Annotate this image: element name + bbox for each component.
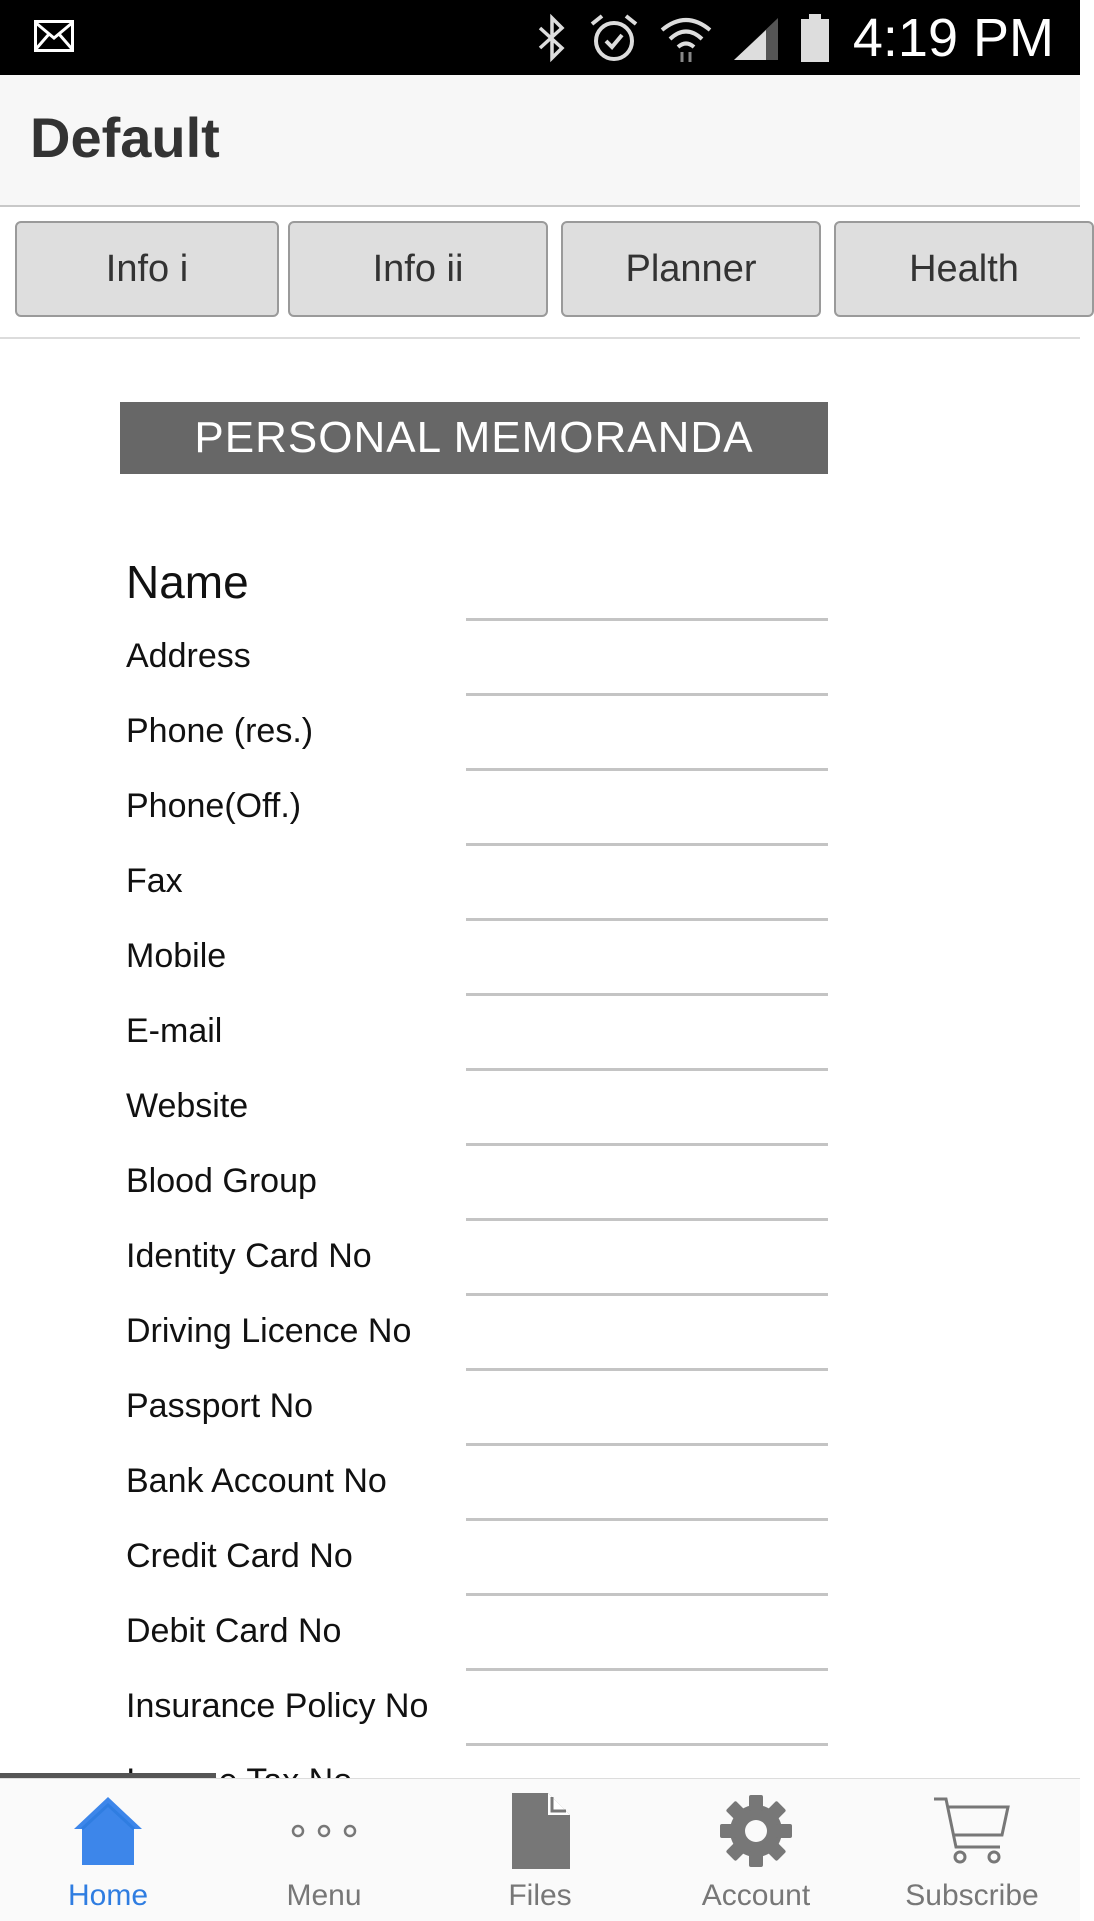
status-icons (534, 10, 830, 66)
field-credit-card (126, 1521, 856, 1596)
nav-home[interactable] (0, 1779, 216, 1921)
field-label: Website (126, 1087, 249, 1125)
more-dots-icon (284, 1791, 364, 1871)
nav-label: Menu (286, 1879, 362, 1912)
field-label: Insurance Policy No (126, 1687, 429, 1725)
nav-subscribe[interactable] (864, 1779, 1080, 1921)
status-bar (0, 0, 1080, 75)
nav-label: Subscribe (905, 1879, 1039, 1912)
field-label: Credit Card No (126, 1537, 353, 1575)
field-blood-group (126, 1146, 856, 1221)
gear-icon (716, 1791, 796, 1871)
field-label: Phone(Off.) (126, 787, 302, 825)
nav-files[interactable] (432, 1779, 648, 1921)
field-label: Identity Card No (126, 1237, 372, 1275)
file-icon (500, 1791, 580, 1871)
memoranda-form (0, 340, 1080, 1778)
field-label: E-mail (126, 1012, 223, 1050)
mail-icon (34, 20, 74, 52)
field-label: Mobile (126, 937, 227, 975)
nav-menu[interactable] (216, 1779, 432, 1921)
wifi-icon (658, 12, 714, 64)
field-label: Debit Card No (126, 1612, 342, 1650)
field-driving-licence (126, 1296, 856, 1371)
signal-icon (732, 14, 782, 62)
field-mobile (126, 921, 856, 996)
page-title: Default (30, 106, 220, 169)
nav-label: Home (67, 1879, 149, 1912)
field-identity-card (126, 1221, 856, 1296)
field-phone-off (126, 771, 856, 846)
tab-info-i[interactable]: Info i (15, 221, 279, 317)
nav-label: Files (508, 1879, 572, 1912)
section-banner: PERSONAL MEMORANDA (120, 402, 828, 474)
tab-info-ii[interactable]: Info ii (288, 221, 548, 317)
field-label: Driving Licence No (126, 1312, 412, 1350)
field-label: Bank Account No (126, 1462, 387, 1500)
field-email (126, 996, 856, 1071)
field-debit-card (126, 1596, 856, 1671)
field-label: Passport No (126, 1387, 314, 1425)
field-label: Name (126, 556, 249, 608)
field-label: Address (126, 637, 251, 675)
alarm-icon (588, 12, 640, 64)
field-label: Fax (126, 862, 183, 900)
tab-bar (0, 207, 1080, 339)
tab-health[interactable]: Health (834, 221, 1094, 317)
home-icon (68, 1791, 148, 1871)
status-time: 4:19 PM (852, 8, 1054, 68)
field-website (126, 1071, 856, 1146)
nav-label: Account (701, 1879, 811, 1912)
field-address (126, 621, 856, 696)
field-passport (126, 1371, 856, 1446)
battery-icon (800, 13, 830, 63)
bottom-nav (0, 1778, 1080, 1921)
cart-icon (932, 1791, 1012, 1871)
nav-account[interactable] (648, 1779, 864, 1921)
field-name (126, 546, 856, 621)
field-label: Blood Group (126, 1162, 317, 1200)
field-phone-res (126, 696, 856, 771)
field-fax (126, 846, 856, 921)
tab-planner[interactable]: Planner (561, 221, 821, 317)
bluetooth-icon (534, 14, 570, 62)
field-label: Phone (res.) (126, 712, 314, 750)
field-insurance-policy (126, 1671, 856, 1746)
field-bank-account (126, 1446, 856, 1521)
app-bar (0, 75, 1080, 207)
